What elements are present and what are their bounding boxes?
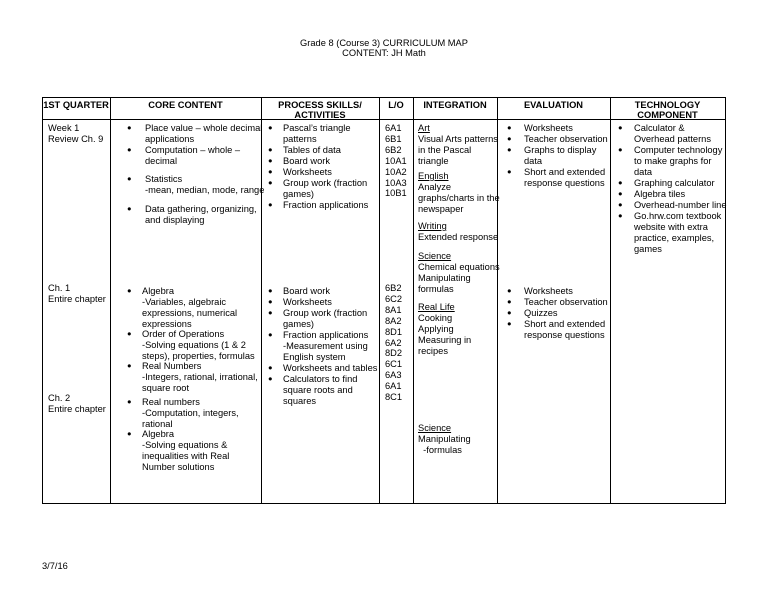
process-item-line: games) [283, 189, 315, 199]
lo-week1-list [385, 123, 407, 199]
bullet-icon: ● [268, 330, 273, 339]
process-item-line: square roots and [283, 385, 353, 395]
header-technology-line1: TECHNOLOGY [634, 100, 701, 110]
integration-real-life [418, 302, 471, 357]
integration-line: graphs/charts in the [418, 192, 500, 203]
integration-line: -formulas [418, 444, 462, 455]
header-lo: L/O [388, 100, 404, 110]
ch2-sublabel: Entire chapter [48, 404, 106, 414]
col-border [413, 97, 414, 504]
bullet-icon: ● [507, 308, 512, 317]
integration-line: Visual Arts patterns [418, 133, 498, 144]
core-item-line: decimal [145, 156, 178, 166]
integration-english [418, 171, 500, 215]
core-item-line: -mean, median, mode, range [145, 185, 265, 195]
bullet-icon: ● [618, 189, 623, 198]
integration-line: newspaper [418, 203, 464, 214]
technology-item-line: to make graphs for [634, 156, 712, 166]
integration-heading: Art [418, 123, 430, 133]
evaluation-item-line: Graphs to display [524, 145, 597, 155]
integration-heading: Science [418, 251, 452, 261]
process-item-line: Board work [283, 286, 331, 296]
evaluation-item-line: Short and extended [524, 167, 606, 177]
week1-sublabel: Review Ch. 9 [48, 134, 104, 144]
bullet-icon: ● [268, 297, 273, 306]
lo-code: 8A1 [385, 304, 402, 315]
core-item-line: -Solving equations & [142, 440, 228, 450]
header-process-line1: PROCESS SKILLS/ [278, 100, 362, 110]
process-item-line: Worksheets and tables [283, 363, 378, 373]
evaluation-item-line: Worksheets [524, 123, 573, 133]
lo-code: 10A3 [385, 177, 407, 188]
bullet-icon: ● [507, 167, 512, 176]
lo-code: 10A1 [385, 155, 407, 166]
bullet-icon: ● [127, 329, 132, 338]
bullet-icon: ● [127, 361, 132, 370]
technology-item-line: games [634, 244, 662, 254]
technology-item-line: Computer technology [634, 145, 723, 155]
technology-item-line: Calculator & [634, 123, 685, 133]
bullet-icon: ● [127, 286, 132, 295]
bullet-icon: ● [618, 200, 623, 209]
integration-line: Chemical equations [418, 261, 500, 272]
lo-code: 6B1 [385, 133, 402, 144]
core-item-line: Real Numbers [142, 361, 202, 371]
bullet-icon: ● [127, 397, 132, 406]
col-border [261, 97, 262, 504]
lo-code: 6A1 [385, 381, 402, 392]
lo-code: 6A2 [385, 337, 402, 348]
evaluation-item-line: Teacher observation [524, 297, 608, 307]
bullet-icon: ● [507, 134, 512, 143]
col-border [610, 97, 611, 504]
lo-code: 6A3 [385, 370, 402, 381]
technology-item-line: website with extra [634, 222, 708, 232]
table-bottom-border [42, 503, 726, 504]
bullet-icon: ● [618, 123, 623, 132]
core-item-line: Data gathering, organizing, [145, 204, 257, 214]
lo-code: 10B1 [385, 188, 407, 199]
technology-item-line: Overhead patterns [634, 134, 712, 144]
process-item-line: squares [283, 396, 317, 406]
bullet-icon: ● [127, 174, 132, 183]
integration-line: recipes [418, 345, 448, 356]
process-item-line: Group work (fraction [283, 178, 368, 188]
integration-line: Applying [418, 323, 454, 334]
integration-heading: Real Life [418, 302, 455, 312]
core-item-line: Real numbers [142, 397, 200, 407]
core-item-line: applications [145, 134, 195, 144]
col-border [379, 97, 380, 504]
core-item-line: and displaying [145, 215, 205, 225]
bullet-icon: ● [268, 145, 273, 154]
table-top-border [42, 97, 726, 98]
integration-line: Cooking [418, 312, 453, 323]
evaluation-item-line: Short and extended [524, 319, 606, 329]
integration-line: Measuring in [418, 334, 472, 345]
bullet-icon: ● [268, 374, 273, 383]
evaluation-item-line: response questions [524, 178, 605, 188]
integration-line: triangle [418, 155, 449, 166]
process-item-line: Fraction applications [283, 330, 369, 340]
col-border [110, 97, 111, 504]
integration-line: in the Pascal [418, 144, 472, 155]
process-item-line: Tables of data [283, 145, 341, 155]
process-item-line: Calculators to find [283, 374, 358, 384]
lo-code: 6B2 [385, 144, 402, 155]
technology-item-line: Algebra tiles [634, 189, 686, 199]
process-item-line: Worksheets [283, 167, 332, 177]
integration-heading: Science [418, 423, 452, 433]
bullet-icon: ● [268, 200, 273, 209]
core-item-line: rational [142, 419, 173, 429]
page-subtitle: CONTENT: JH Math [342, 48, 426, 58]
bullet-icon: ● [268, 178, 273, 187]
technology-item-line: data [634, 167, 653, 177]
integration-writing [418, 221, 498, 243]
col-border [725, 97, 726, 504]
lo-code: 6C1 [385, 359, 403, 370]
bullet-icon: ● [618, 211, 623, 220]
integration-science [418, 251, 500, 295]
integration-line: Manipulating [418, 272, 471, 283]
ch1-sublabel: Entire chapter [48, 294, 106, 304]
header-evaluation: EVALUATION [523, 100, 584, 110]
bullet-icon: ● [127, 145, 132, 154]
integration-heading: Writing [418, 221, 447, 231]
process-item-line: Group work (fraction [283, 308, 368, 318]
header-technology-line2: COMPONENT [637, 110, 698, 120]
evaluation-item-line: Teacher observation [524, 134, 608, 144]
lo-code: 8D1 [385, 326, 403, 337]
ch2-label: Ch. 2 [48, 393, 71, 403]
evaluation-item-line: Worksheets [524, 286, 573, 296]
process-item-line: -Measurement using [283, 341, 368, 351]
integration-line: Analyze [418, 181, 452, 192]
core-item-line: Statistics [145, 174, 183, 184]
evaluation-item-line: response questions [524, 330, 605, 340]
header-integration: INTEGRATION [423, 100, 487, 110]
bullet-icon: ● [268, 286, 273, 295]
bullet-icon: ● [507, 319, 512, 328]
col-border [42, 97, 43, 504]
bullet-icon: ● [618, 178, 623, 187]
bullet-icon: ● [268, 123, 273, 132]
technology-item-line: Overhead-number line [634, 200, 727, 210]
header-quarter: 1ST QUARTER [43, 100, 109, 110]
page-title: Grade 8 (Course 3) CURRICULUM MAP [300, 38, 468, 48]
core-item-line: Algebra [142, 286, 175, 296]
bullet-icon: ● [507, 123, 512, 132]
lo-code: 6C2 [385, 293, 403, 304]
core-item-line: -Integers, rational, irrational, [142, 372, 258, 382]
bullet-icon: ● [268, 308, 273, 317]
ch1-label: Ch. 1 [48, 283, 71, 293]
footer-date: 3/7/16 [42, 561, 68, 571]
lo-code: 8D2 [385, 348, 403, 359]
lo-code: 8C1 [385, 392, 403, 403]
integration-line: formulas [418, 283, 454, 294]
bullet-icon: ● [507, 286, 512, 295]
process-item-line: Pascal’s triangle [283, 123, 351, 133]
technology-item-line: practice, examples, [634, 233, 715, 243]
bullet-icon: ● [127, 429, 132, 438]
core-item-line: Number solutions [142, 462, 215, 472]
core-item-line: expressions, numerical [142, 308, 238, 318]
process-item-line: games) [283, 319, 315, 329]
evaluation-item-line: Quizzes [524, 308, 558, 318]
header-core-content: CORE CONTENT [148, 100, 223, 110]
header-process-line2: ACTIVITIES [294, 110, 346, 120]
core-item-line: Place value – whole decimal [145, 123, 263, 133]
process-item-line: patterns [283, 134, 317, 144]
bullet-icon: ● [618, 145, 623, 154]
process-item-line: Worksheets [283, 297, 332, 307]
integration-line: Extended response [418, 231, 499, 242]
bullet-icon: ● [127, 204, 132, 213]
integration-line: Manipulating [418, 433, 471, 444]
integration-art [418, 123, 498, 167]
evaluation-item-line: data [524, 156, 543, 166]
lo-code: 8A2 [385, 315, 402, 326]
core-item-line: Computation – whole – [145, 145, 241, 155]
bullet-icon: ● [127, 123, 132, 132]
technology-item-line: Go.hrw.com textbook [634, 211, 722, 221]
bullet-icon: ● [268, 363, 273, 372]
core-item-line: -Variables, algebraic [142, 297, 227, 307]
lo-code: 6B2 [385, 283, 402, 293]
core-item-line: expressions [142, 319, 192, 329]
integration-heading: English [418, 171, 449, 181]
process-item-line: Fraction applications [283, 200, 369, 210]
technology-item-line: Graphing calculator [634, 178, 715, 188]
lo-ch1-list [385, 283, 402, 403]
core-item-line: -Solving equations (1 & 2 [142, 340, 246, 350]
process-item-line: English system [283, 352, 346, 362]
bullet-icon: ● [268, 156, 273, 165]
process-item-line: Board work [283, 156, 331, 166]
core-item-line: inequalities with Real [142, 451, 230, 461]
bullet-icon: ● [268, 167, 273, 176]
lo-code: 6A1 [385, 123, 402, 133]
core-item-line: -Computation, integers, [142, 408, 239, 418]
lo-code: 10A2 [385, 166, 407, 177]
integration-science-2 [418, 423, 471, 456]
bullet-icon: ● [507, 297, 512, 306]
core-item-line: Order of Operations [142, 329, 225, 339]
core-item-line: steps), properties, formulas [142, 351, 255, 361]
core-item-line: square root [142, 383, 190, 393]
week1-label: Week 1 [48, 123, 80, 133]
bullet-icon: ● [507, 145, 512, 154]
core-item-line: Algebra [142, 429, 175, 439]
